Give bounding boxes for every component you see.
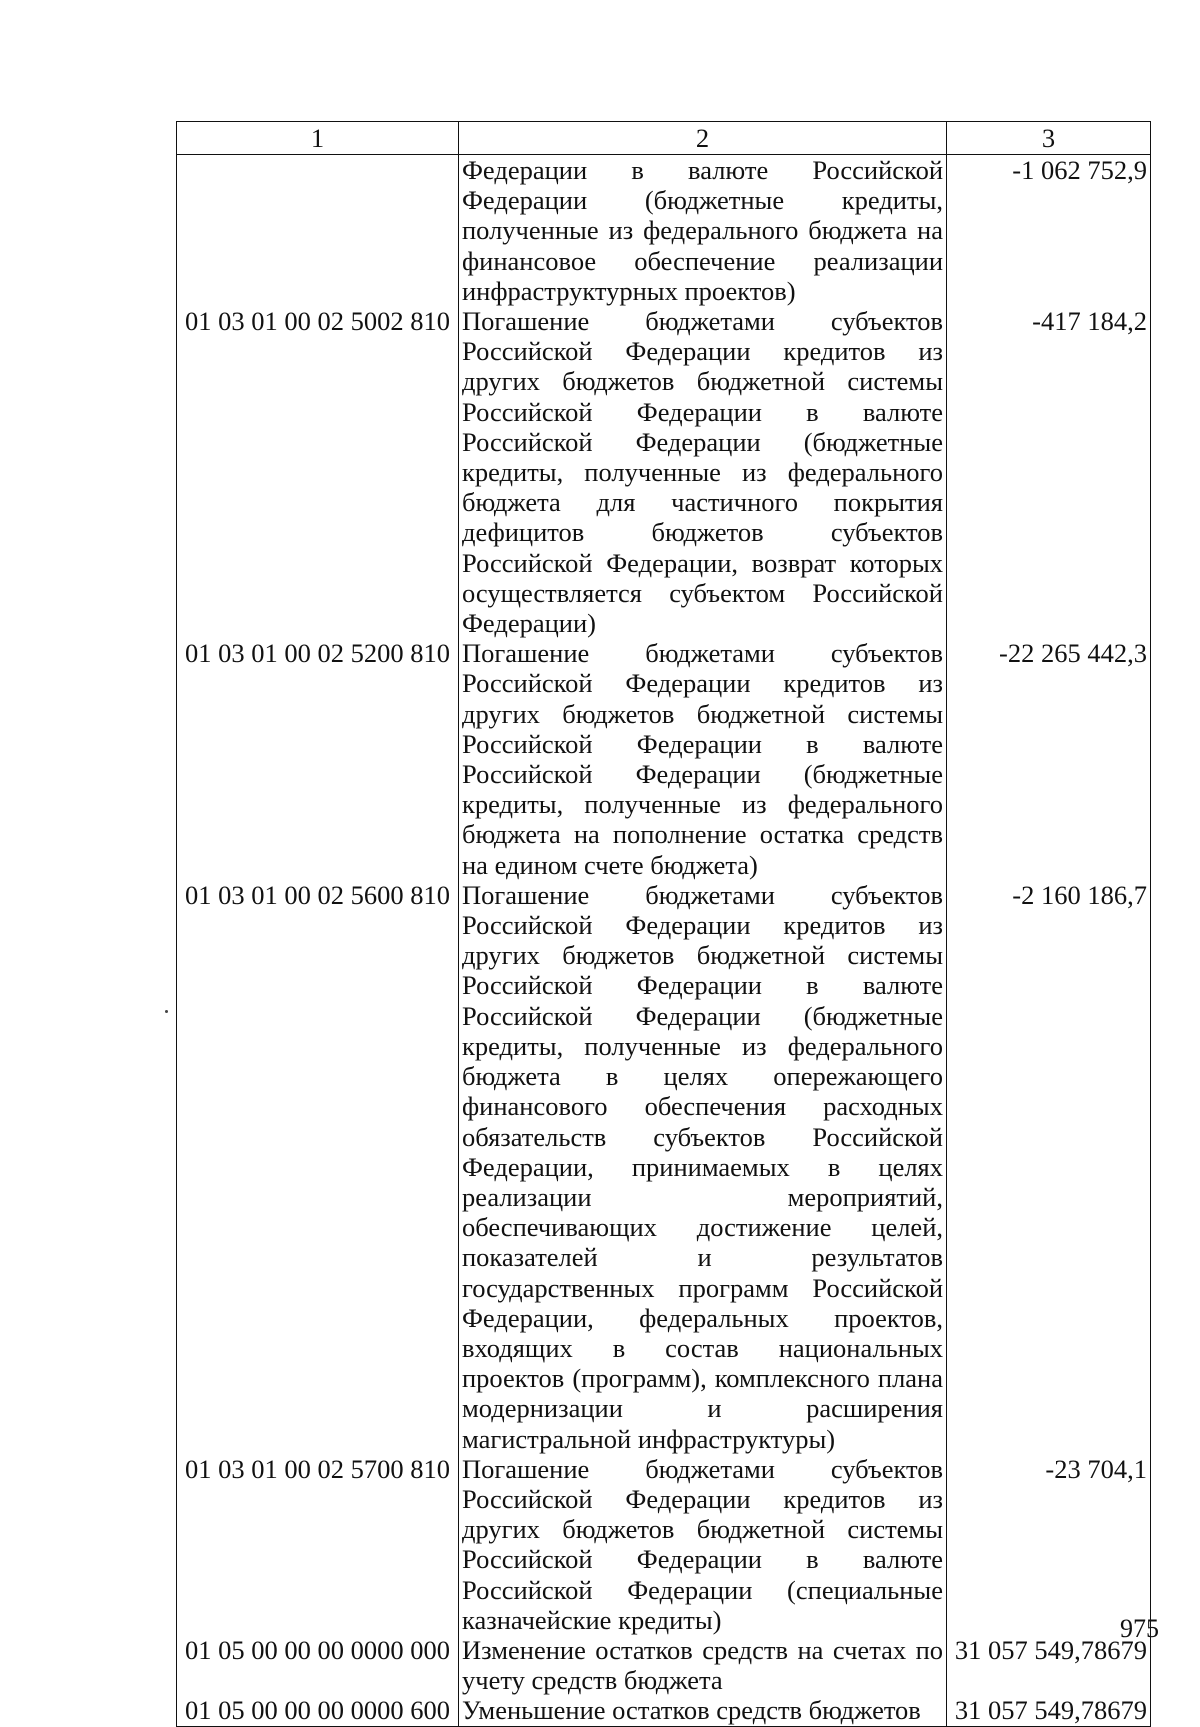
table-row: [177, 155, 1151, 307]
row-description: Погашение бюджетами субъектов Российской Федерации кредитов из других бюджетов бюджетной системы Российской Федерации в валюте Российской Федерации (специальные казначейские кредиты): [459, 1454, 947, 1635]
table-row: [177, 1454, 1151, 1635]
table-header-row: [177, 122, 1151, 155]
table-row: [177, 1635, 1151, 1695]
row-amount: -2 160 186,7: [947, 880, 1151, 1454]
header-col-3: 3: [947, 122, 1151, 155]
row-amount: -417 184,2: [947, 306, 1151, 638]
row-amount: -22 265 442,3: [947, 638, 1151, 880]
row-amount: 31 057 549,78679: [947, 1695, 1151, 1726]
row-description: Погашение бюджетами субъектов Российской Федерации кредитов из других бюджетов бюджетной системы Российской Федерации в валюте Российской Федерации (бюджетные кредиты, полученные из федерального бюджета для частичного покрытия дефицитов бюджетов субъектов Российской Федерации, возврат которых осуществляется субъектом Российской Федерации): [459, 306, 947, 638]
row-code: 01 05 00 00 00 0000 000: [177, 1635, 459, 1695]
row-description: Погашение бюджетами субъектов Российской Федерации кредитов из других бюджетов бюджетной системы Российской Федерации в валюте Российской Федерации (бюджетные кредиты, полученные из федерального бюджета на пополнение остатка средств на едином счете бюджета): [459, 638, 947, 880]
row-amount: -1 062 752,9: [947, 155, 1151, 307]
row-code: 01 03 01 00 02 5200 810: [177, 638, 459, 880]
page-number: 975: [1120, 1614, 1159, 1643]
scan-speck: [165, 1010, 168, 1013]
row-amount: 31 057 549,78679: [947, 1635, 1151, 1695]
row-code: [177, 155, 459, 307]
row-code: 01 03 01 00 02 5002 810: [177, 306, 459, 638]
row-code: 01 05 00 00 00 0000 600: [177, 1695, 459, 1726]
header-col-2: 2: [459, 122, 947, 155]
table-row: [177, 1695, 1151, 1726]
row-amount: -23 704,1: [947, 1454, 1151, 1635]
row-description: Изменение остатков средств на счетах по учету средств бюджета: [459, 1635, 947, 1695]
row-description: Федерации в валюте Российской Федерации (бюджетные кредиты, полученные из федерального бюджета на финансовое обеспечение реализации инфраструктурных проектов): [459, 155, 947, 307]
row-description: Уменьшение остатков средств бюджетов: [459, 1695, 947, 1726]
header-col-1: 1: [177, 122, 459, 155]
row-code: 01 03 01 00 02 5600 810: [177, 880, 459, 1454]
table-row: [177, 638, 1151, 880]
table-row: [177, 306, 1151, 638]
row-code: 01 03 01 00 02 5700 810: [177, 1454, 459, 1635]
table-row: [177, 880, 1151, 1454]
row-description: Погашение бюджетами субъектов Российской Федерации кредитов из других бюджетов бюджетной системы Российской Федерации в валюте Российской Федерации (бюджетные кредиты, полученные из федерального бюджета в целях опережающего финансового обеспечения расходных обязательств субъектов Российской Федерации, принимаемых в целях реализации мероприятий, обеспечивающих достижение целей, показателей и результатов государственных программ Российской Федерации, федеральных проектов, входящих в состав национальных проектов (программ), комплексного плана модернизации и расширения магистральной инфраструктуры): [459, 880, 947, 1454]
budget-sources-table: [176, 121, 1151, 1727]
